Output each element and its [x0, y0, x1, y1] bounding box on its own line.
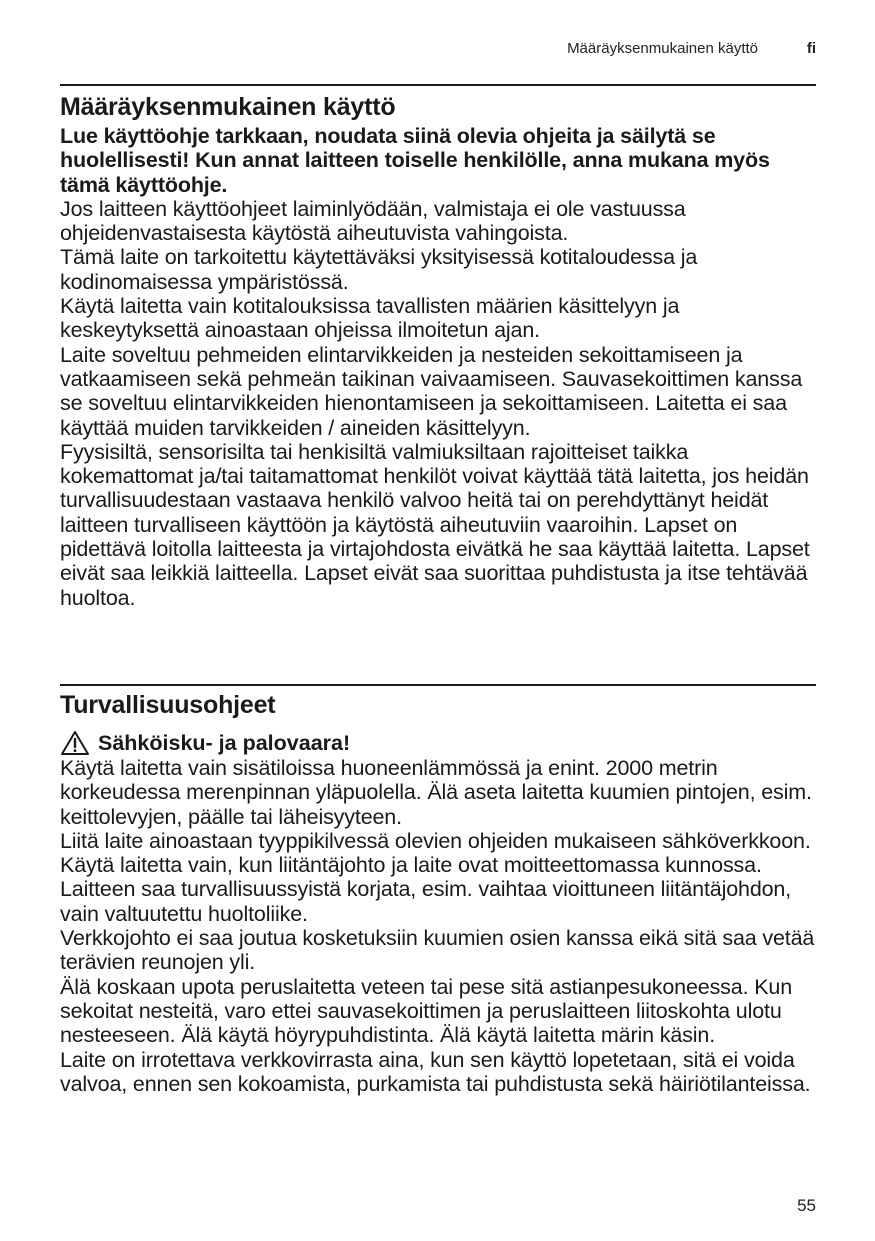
safety-paragraph: Verkkojohto ei saa joutua kosketuksiin kuumien osien kanssa eikä sitä saa vetää terävien reunojen yli.: [60, 926, 815, 975]
safety-heading: Turvallisuusohjeet: [60, 691, 276, 719]
section-divider: [60, 684, 816, 686]
intended-use-intro: Lue käyttöohje tarkkaan, noudata siinä olevia ohjeita ja säilytä se huolellisesti! Kun annat laitteen toiselle henkilölle, anna mukana myös tämä käyttöohje.: [60, 124, 770, 197]
safety-paragraph: Laite on irrotettava verkkovirrasta aina, kun sen käyttö lopetetaan, sitä ei voida valvoa, ennen sen kokoamista, purkamista tai puhdistusta sekä häiriötilanteissa.: [60, 1047, 811, 1096]
warning-triangle-icon: [60, 730, 90, 756]
intended-use-paragraph: Jos laitteen käyttöohjeet laiminlyödään, valmistaja ei ole vastuussa ohjeidenvastaisesta käytöstä aiheutuvista vahingoista.: [60, 196, 686, 246]
page-number: 55: [797, 1196, 816, 1215]
safety-section: [60, 690, 816, 1096]
safety-paragraph: Älä koskaan upota peruslaitetta veteen tai pese sitä astianpesukoneessa. Kun sekoitat nesteitä, varo ettei sauvasekoittimen ja peruslaitteen liitoskohta ulotu nesteeseen. Älä käytä höyrypuhdistinta. Älä käytä laitetta märin käsin.: [60, 974, 793, 1048]
intended-use-heading: Määräyksenmukainen käyttö: [60, 93, 396, 121]
header-divider: [60, 84, 816, 86]
intended-use-paragraph: Tämä laite on tarkoitettu käytettäväksi yksityisessä kotitaloudessa ja kodinomaisessa ympäristössä.: [60, 245, 698, 294]
intended-use-section: [60, 92, 816, 610]
running-header: [60, 40, 816, 62]
intended-use-paragraph: Fyysisiltä, sensorisilta tai henkisiltä valmiuksiltaan rajoitteiset taikka kokemattomat ja/tai taitamattomat henkilöt voivat käyttää tätä laitetta, jos heidän turvallisuudestaan vastaava henkilö valvoo heitä tai on perehdyttänyt heidät laitteen turvalliseen käyttöön ja käytöstä aiheutuviin vaaroihin. Lapset on pidettävä loitolla laitteesta ja virtajohdosta eivätkä he saa käyttää laitetta. Lapset eivät saa leikkiä laitteella. Lapset eivät saa suorittaa puhdistusta ja itse tehtävää huoltoa.: [60, 439, 810, 610]
safety-paragraph: Liitä laite ainoastaan tyyppikilvessä olevien ohjeiden mukaiseen sähköverkkoon. Käytä laitetta vain, kun liitäntäjohto ja laite ovat moitteettomassa kunnossa. Laitteen saa turvallisuussyistä korjata, esim. vaihtaa vioittuneen liitäntäjohdon, vain valtuutettu huoltoliike.: [60, 828, 811, 926]
warning-heading-text: Sähköisku- ja palovaara!: [98, 730, 351, 755]
intended-use-paragraph: Käytä laitetta vain kotitalouksissa tavallisten määrien käsittelyyn ja keskeytyksettä ainoastaan ohjeissa ilmoitetun ajan.: [60, 294, 680, 343]
running-header-title: Määräyksenmukainen käyttö: [567, 40, 758, 57]
warning-heading: [60, 730, 816, 756]
intended-use-paragraph: Laite soveltuu pehmeiden elintarvikkeiden ja nesteiden sekoittamiseen ja vatkaamiseen sekä pehmeän taikinan vaivaamiseen. Sauvasekoittimen kanssa se soveltuu elintarvikkeiden hienontamiseen ja sekoittamiseen. Laitetta ei saa käyttää muiden tarvikkeiden / aineiden käsittelyyn.: [60, 342, 803, 440]
safety-paragraph: Käytä laitetta vain sisätiloissa huoneenlämmössä ja enint. 2000 metrin korkeudessa merenpinnan yläpuolella. Älä aseta laitetta kuumien pintojen, esim. keittolevyjen, päälle tai läheisyyteen.: [60, 756, 812, 829]
language-code: fi: [806, 40, 816, 57]
